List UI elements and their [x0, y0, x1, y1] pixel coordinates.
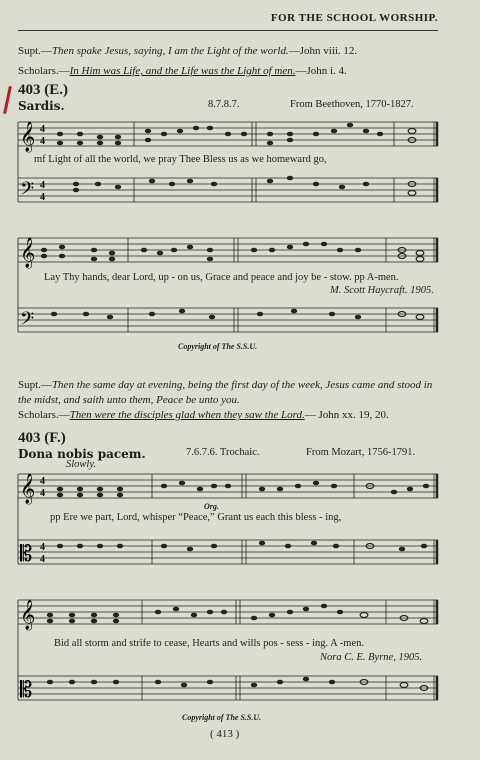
page-number: ( 413 )	[210, 728, 240, 740]
hymn-e-lyrics-1: mf Light of all the world, we pray Thee Bless us as we homeward go,	[34, 154, 327, 165]
svg-text:4: 4	[40, 180, 45, 191]
hymn-e-author: M. Scott Haycraft. 1905.	[330, 285, 434, 296]
scholars-line-2: Scholars.—Then were the disciples glad when they saw the Lord.— John xx. 19, 20.	[18, 409, 389, 421]
hymn-e-tune: Sardis.	[18, 99, 65, 113]
hymn-f-meter: 7.6.7.6. Trochaic.	[186, 447, 260, 458]
hymn-f-number: 403 (F.)	[18, 430, 66, 446]
hymn-f-author: Nora C. E. Byrne, 1905.	[320, 652, 423, 663]
svg-text:𝄡: 𝄡	[20, 677, 33, 702]
svg-text:4: 4	[40, 488, 45, 499]
svg-text:4: 4	[40, 192, 45, 203]
svg-text:𝄞: 𝄞	[20, 474, 36, 503]
svg-text:4: 4	[40, 554, 45, 565]
svg-text:𝄢: 𝄢	[20, 308, 35, 333]
hymn-e-meter: 8.7.8.7.	[208, 99, 240, 110]
svg-text:𝄢: 𝄢	[20, 178, 35, 203]
running-header	[18, 10, 438, 31]
hymn-f-lyrics-1: pp Ere we part, Lord, whisper “Peace,” Grant us each this bless - ing,	[50, 512, 342, 523]
svg-text:4: 4	[40, 136, 45, 147]
svg-text:𝄞: 𝄞	[20, 122, 36, 151]
svg-text:𝄞: 𝄞	[20, 238, 36, 267]
svg-text:𝄡: 𝄡	[20, 541, 33, 566]
hymn-f-copyright: Copyright of The S.S.U.	[182, 713, 262, 722]
hymn-f-source: From Mozart, 1756-1791.	[306, 447, 416, 458]
hymn-e-source: From Beethoven, 1770-1827.	[290, 99, 414, 110]
hymn-f-tempo: Slowly.	[66, 459, 97, 470]
supt-line-2: Supt.—Then the same day at evening, being the first day of the week, Jesus came and stood in the midst, and saith unto them, Peace be unto you.	[18, 379, 433, 406]
hymn-f-tune: Dona nobis pacem.	[18, 447, 146, 461]
hymn-f-lyrics-2: Bid all storm and strife to cease, Hearts and wills pos - sess - ing. A -men.	[54, 638, 364, 649]
running-header-title: FOR THE SCHOOL WORSHIP.	[270, 12, 438, 24]
svg-text:4: 4	[40, 124, 45, 135]
hymn-f-org-marking: Org.	[204, 502, 219, 511]
hymn-e-number: 403 (E.)	[18, 82, 68, 98]
hymn-e-copyright: Copyright of The S.S.U.	[178, 342, 258, 351]
supt-line-1: Supt.—Then spake Jesus, saying, I am the Light of the world.—John viii. 12.	[18, 45, 358, 57]
svg-text:4: 4	[40, 476, 45, 487]
red-pencil-mark	[3, 86, 12, 114]
svg-text:𝄞: 𝄞	[20, 600, 36, 629]
scholars-line-1: Scholars.—In Him was Life, and the Life was the Light of men.—John i. 4.	[18, 65, 347, 77]
svg-text:4: 4	[40, 542, 45, 553]
hymn-e-lyrics-2: Lay Thy hands, dear Lord, up - on us, Grace and peace and joy be - stow. pp A-men.	[44, 272, 399, 283]
